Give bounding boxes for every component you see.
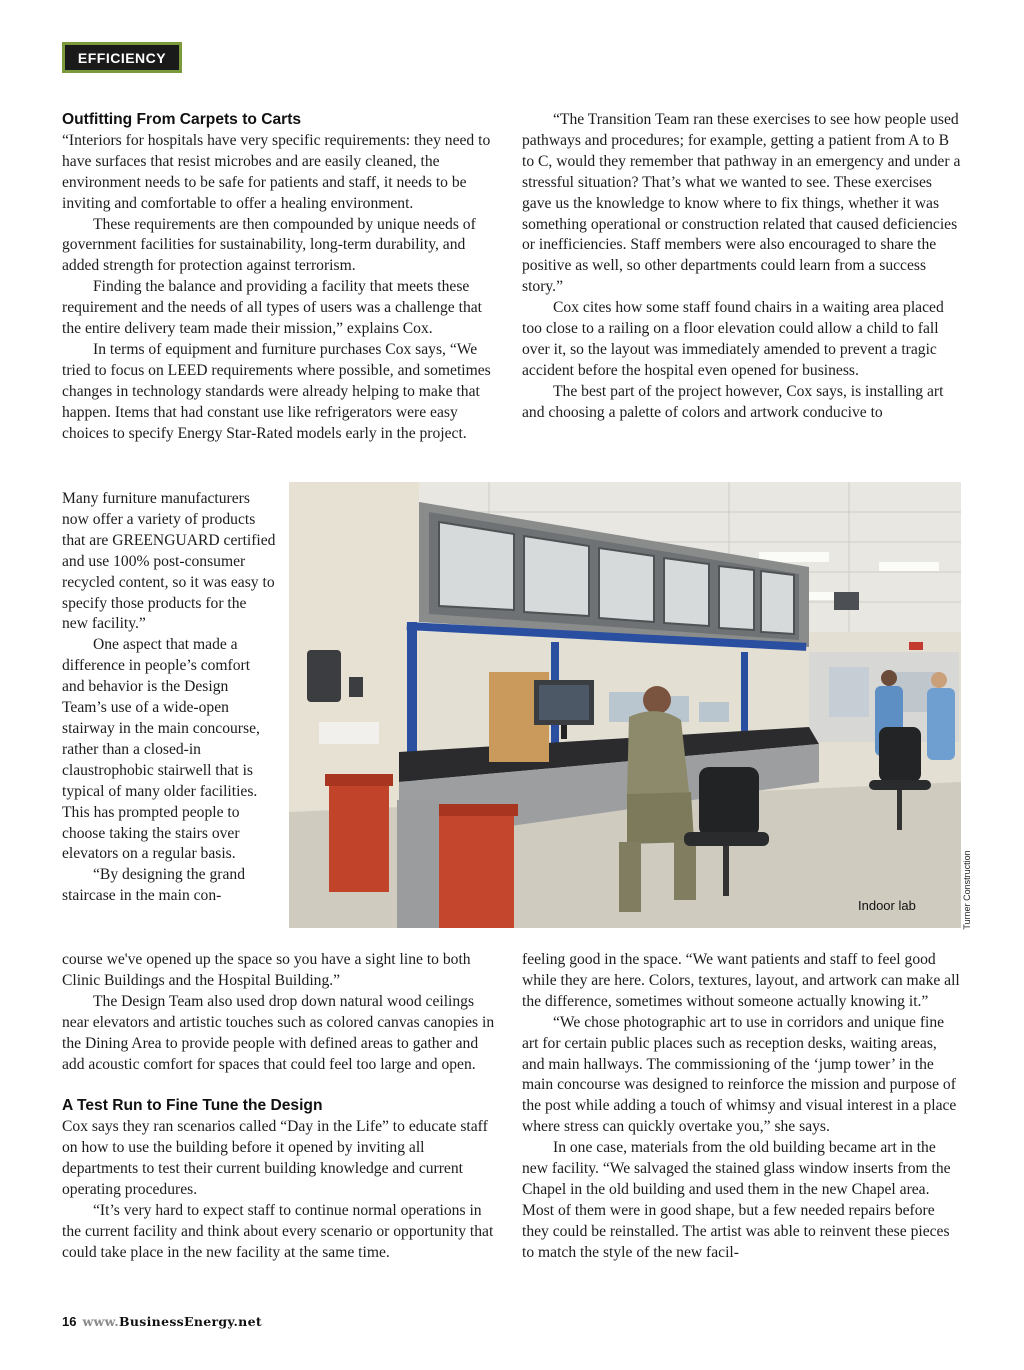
website-url[interactable] [82, 1314, 261, 1329]
right-column-top [522, 110, 962, 424]
left-paragraph-8: Cox says they ran scenarios called “Day in the Life” to educate staff on how to use the building before it opened by inviting all departments to test their current building knowledge and current operating procedures. [62, 1118, 488, 1199]
left-paragraph-1: “Interiors for hospitals have very specific requirements: they need to have surfaces that resist microbes and are easily cleaned, the environment needs to be safe for patients and staff, it needs to be inviting and comfortable to offer a healing environment. [62, 131, 491, 212]
left-paragraph-4b: Many furniture manufacturers now offer a variety of products that are GREENGUARD certified and use 100% post-consumer recycled content, so it was easy to specify those products for the new facility.” [62, 490, 276, 633]
page-number: 16 [62, 1314, 77, 1329]
left-column-bottom [62, 950, 498, 1264]
website-url-main: BusinessEnergy.net [119, 1314, 262, 1329]
left-paragraph-4a: In terms of equipment and furniture purchases Cox says, “We tried to focus on LEED requirements where possible, and sometimes changes in technology standards were already helping to make that happen. Items that had constant use like refrigerators were easy choices to specify Energy Star-Rated models early in the project. [62, 340, 491, 442]
right-paragraph-4: “We chose photographic art to use in corridors and unique fine art for certain public places such as reception desks, waiting areas, and main hallways. The commissioning of the ‘jump tower’ in the main concourse was designed to reinforce the mission and purpose of the post while adding a touch of whimsy and visual interest in a place where stress can quickly overtake you,” she says. [522, 1013, 957, 1136]
left-column-top [62, 110, 498, 445]
lab-photo-illustration [289, 482, 961, 928]
left-paragraph-6b: course we've opened up the space so you have a sight line to both Clinic Buildings and the Hospital Building.” [62, 951, 471, 989]
right-paragraph-3b: feeling good in the space. “We want patients and staff to feel good while they are here. Colors, textures, layout, and artwork can make all the difference, sometimes without someone actually knowing it.” [522, 951, 960, 1010]
left-paragraph-9: “It’s very hard to expect staff to continue normal operations in the current facility and think about every scenario or opportunity that could take place in the new facility at the same time. [62, 1201, 494, 1261]
left-paragraph-3: Finding the balance and providing a facility that meets these requirement and the needs of all types of users was a challenge that the entire delivery team made their mission,” explains Cox. [62, 278, 483, 338]
left-paragraph-5: One aspect that made a difference in people’s comfort and behavior is the Design Team’s use of a wide-open stairway in the main concourse, rather than a closed-in claustrophobic stairwell that is typical of many older facilities. This has prompted people to choose taking the stairs over elevators on a regular basis. [62, 636, 260, 863]
left-paragraph-6a: “By designing the grand staircase in the main con- [62, 866, 246, 905]
right-paragraph-3a: The best part of the project however, Cox says, is installing art and choosing a palette of colors and artwork conducive to [522, 382, 944, 421]
right-paragraph-1: “The Transition Team ran these exercises to see how people used pathways and procedures; for example, getting a patient from A to B to C, would they remember that pathway in an emergency and under a stressful situation? That’s what we wanted to see. These exercises gave us the knowledge to know where to fix things, whether it was something operational or construction related that caused deficiencies or inefficiencies. Staff members were also encouraged to share the positive as well, so other departments could learn from a success story.” [522, 111, 961, 296]
right-paragraph-5: In one case, materials from the old building became art in the new facility. “We salvaged the stained glass window inserts from the Chapel in the old building and used them in the new Chapel area. Most of them were in good shape, but a few needed repairs before they could be reinstalled. The artist was able to reinvent these pieces to match the style of the new facil- [522, 1139, 951, 1261]
left-paragraph-2: These requirements are then compounded by unique needs of government facilities for sustainability, long-term durability, and added strength for protection against terrorism. [62, 215, 476, 275]
lab-photo [289, 482, 961, 928]
section-tag: EFFICIENCY [62, 42, 182, 73]
heading-test-run: A Test Run to Fine Tune the Design [62, 1097, 323, 1115]
right-paragraph-2: Cox cites how some staff found chairs in a waiting area placed too close to a railing on a floor elevation could allow a child to fall over it, so the layout was immediately amended to prevent a tragic accident before the hospital even opened for business. [522, 299, 944, 379]
heading-outfitting: Outfitting From Carpets to Carts [62, 111, 302, 128]
photo-caption: Indoor lab [858, 898, 916, 913]
right-column-bottom [522, 950, 962, 1264]
page-footer [62, 1314, 262, 1329]
website-url-prefix: www. [82, 1314, 120, 1329]
left-column-narrow [62, 489, 276, 907]
photo-credit: Turner Construction [962, 850, 972, 930]
left-paragraph-7: The Design Team also used drop down natural wood ceilings near elevators and artistic touches such as colored canvas canopies in the Dining Area to provide people with defined areas to gather and add acoustic comfort for spaces that could feel too large and open. [62, 992, 495, 1073]
